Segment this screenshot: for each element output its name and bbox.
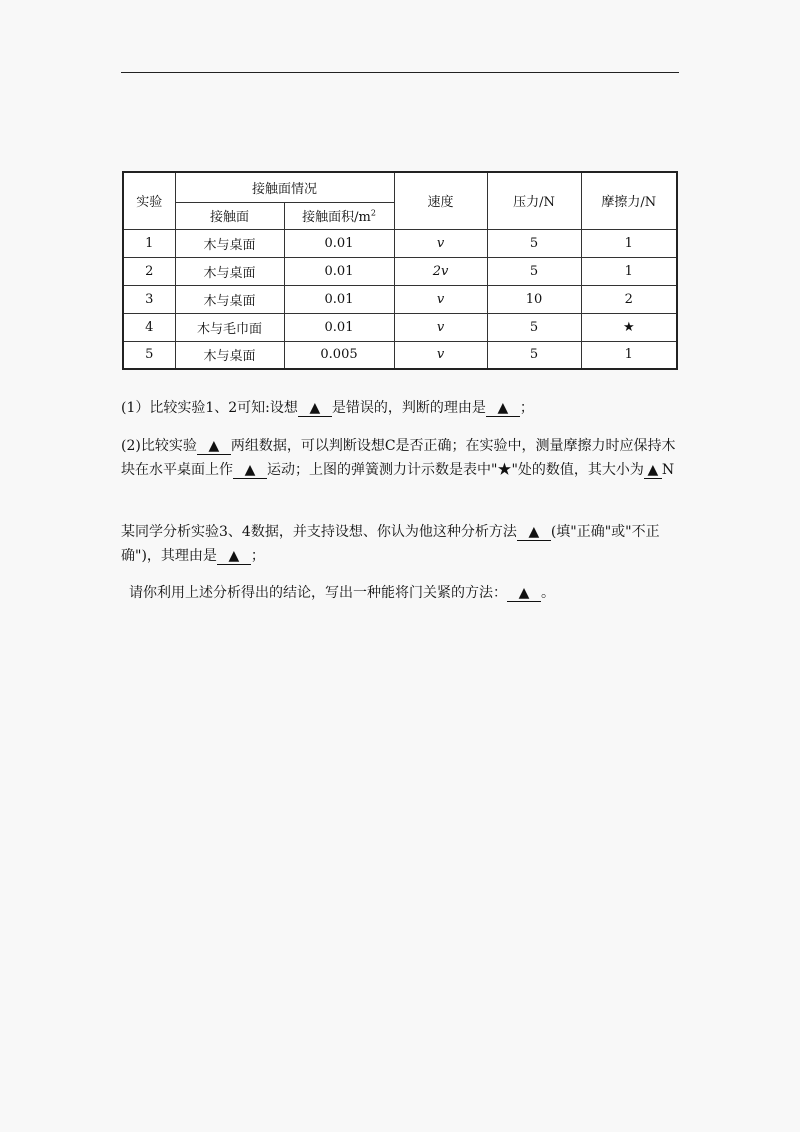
header-friction: 摩擦力/N <box>581 172 677 229</box>
cell-no: 4 <box>123 313 175 341</box>
cell-area: 0.01 <box>284 257 394 285</box>
question-2: (2)比较实验 ▲ 两组数据，可以判断设想C是否正确；在实验中，测量摩擦力时应保持木块在水平桌面上作 ▲ 运动；上图的弹簧测力计示数是表中"★"处的数值，其大小为 ▲ N <box>121 438 676 478</box>
header-surface: 接触面 <box>175 202 284 229</box>
cell-speed: v <box>394 229 487 257</box>
header-trial: 实验 <box>123 172 175 229</box>
cell-pressure: 10 <box>487 285 581 313</box>
header-area: 接触面积$/m^2$ <box>284 202 394 229</box>
question-3: 某同学分析实验3、4数据，并支持设想、你认为他这种分析方法 ▲ (填"正确"或"不正确")，其理由是 ▲ ； <box>121 524 660 564</box>
cell-speed: v <box>394 341 487 369</box>
cell-pressure: 5 <box>487 341 581 369</box>
cell-speed: v <box>394 313 487 341</box>
answer-blank[interactable]: ▲ <box>197 438 231 455</box>
table-row <box>123 341 677 369</box>
cell-speed: 2v <box>394 257 487 285</box>
answer-blank[interactable]: ▲ <box>217 548 251 565</box>
table-row <box>123 229 677 257</box>
cell-speed: v <box>394 285 487 313</box>
answer-blank[interactable]: ▲ <box>233 462 267 479</box>
cell-area: 0.01 <box>284 229 394 257</box>
cell-surface: 木与桌面 <box>175 285 284 313</box>
cell-no: 1 <box>123 229 175 257</box>
data-table-wrapper <box>122 171 676 368</box>
cell-pressure: 5 <box>487 257 581 285</box>
answer-blank[interactable]: ▲ <box>644 462 662 479</box>
cell-surface: 木与桌面 <box>175 257 284 285</box>
header-pressure: 压力/N <box>487 172 581 229</box>
cell-pressure: 5 <box>487 229 581 257</box>
cell-area: 0.01 <box>284 313 394 341</box>
table-row <box>123 313 677 341</box>
table-row <box>123 285 677 313</box>
answer-blank[interactable]: ▲ <box>298 400 332 417</box>
cell-no: 2 <box>123 257 175 285</box>
cell-pressure: 5 <box>487 313 581 341</box>
table-row <box>123 257 677 285</box>
cell-friction-star: ★ <box>581 313 677 341</box>
answer-blank[interactable]: ▲ <box>486 400 520 417</box>
answer-blank[interactable]: ▲ <box>517 524 551 541</box>
header-contact: 接触面情况 <box>175 172 394 202</box>
experiment-table <box>122 171 678 370</box>
cell-surface: 木与桌面 <box>175 341 284 369</box>
question-1: (1）比较实验1、2可知:设想 ▲ 是错误的，判断的理由是 ▲ ； <box>121 400 534 416</box>
cell-no: 5 <box>123 341 175 369</box>
cell-friction: 1 <box>581 229 677 257</box>
cell-surface: 木与桌面 <box>175 229 284 257</box>
cell-friction: 1 <box>581 341 677 369</box>
cell-area: 0.01 <box>284 285 394 313</box>
cell-area: 0.005 <box>284 341 394 369</box>
cell-no: 3 <box>123 285 175 313</box>
top-rule <box>121 72 679 73</box>
question-4: 请你利用上述分析得出的结论，写出一种能将门关紧的方法： ▲ 。 <box>129 585 555 601</box>
answer-blank[interactable]: ▲ <box>507 585 541 602</box>
cell-friction: 1 <box>581 257 677 285</box>
cell-friction: 2 <box>581 285 677 313</box>
cell-surface: 木与毛巾面 <box>175 313 284 341</box>
header-speed: 速度 <box>394 172 487 229</box>
